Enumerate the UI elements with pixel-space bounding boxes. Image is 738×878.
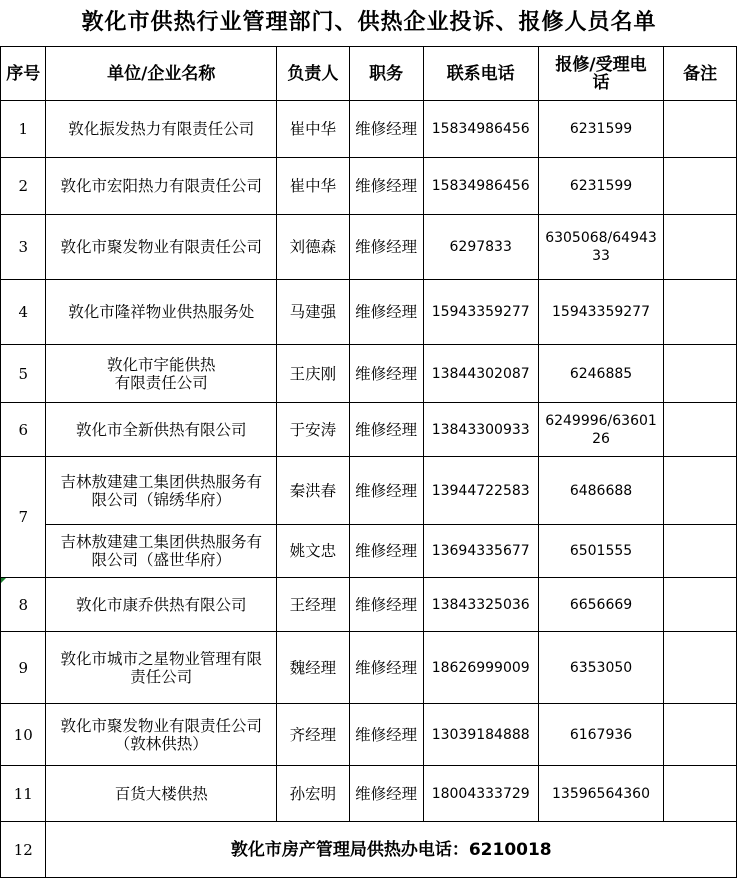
row-unit: 敦化市隆祥物业供热服务处 — [46, 280, 277, 345]
row-phone: 18626999009 — [423, 632, 538, 704]
row-index: 10 — [1, 704, 46, 766]
row-phone: 13039184888 — [423, 704, 538, 766]
row-unit: 敦化市聚发物业有限责任公司 — [46, 215, 277, 280]
row-phone: 13694335677 — [423, 525, 538, 578]
header-person: 负责人 — [276, 47, 349, 101]
row-role: 维修经理 — [349, 403, 423, 457]
row-note — [664, 215, 737, 280]
table-row — [1, 158, 737, 215]
row-index: 2 — [1, 158, 46, 215]
row-note — [664, 578, 737, 632]
row-repair-phone: 6501555 — [538, 525, 663, 578]
table-row — [1, 578, 737, 632]
row-unit: 敦化市宏阳热力有限责任公司 — [46, 158, 277, 215]
row-person: 王庆刚 — [276, 345, 349, 403]
row-repair-phone: 6167936 — [538, 704, 663, 766]
row-index: 4 — [1, 280, 46, 345]
footer-row — [1, 822, 737, 878]
table-row — [1, 632, 737, 704]
row-role: 维修经理 — [349, 704, 423, 766]
table-row — [1, 215, 737, 280]
row-repair-phone: 6231599 — [538, 158, 663, 215]
row-person: 崔中华 — [276, 101, 349, 158]
row-unit: 敦化振发热力有限责任公司 — [46, 101, 277, 158]
row-note — [664, 766, 737, 822]
row-phone: 15943359277 — [423, 280, 538, 345]
row-phone: 13844302087 — [423, 345, 538, 403]
row-repair-phone: 6305068/64943 33 — [538, 215, 663, 280]
row-index: 3 — [1, 215, 46, 280]
table-row — [1, 525, 737, 578]
row-repair-phone: 6656669 — [538, 578, 663, 632]
document-title: 敦化市供热行业管理部门、供热企业投诉、报修人员名单 — [81, 10, 657, 35]
row-repair-phone: 6353050 — [538, 632, 663, 704]
row-role: 维修经理 — [349, 457, 423, 525]
header-row — [1, 47, 737, 101]
row-role: 维修经理 — [349, 578, 423, 632]
row-note — [664, 457, 737, 525]
row-unit: 敦化市城市之星物业管理有限 责任公司 — [46, 632, 277, 704]
footer-hotline: 敦化市房产管理局供热办电话：6210018 — [46, 822, 737, 878]
header-index: 序号 — [1, 47, 46, 101]
row-note — [664, 632, 737, 704]
row-role: 维修经理 — [349, 280, 423, 345]
table-row — [1, 704, 737, 766]
row-role: 维修经理 — [349, 525, 423, 578]
row-role: 维修经理 — [349, 158, 423, 215]
row-unit: 吉林敖建建工集团供热服务有 限公司（锦绣华府） — [46, 457, 277, 525]
table-row — [1, 101, 737, 158]
row-repair-phone: 6231599 — [538, 101, 663, 158]
table-row — [1, 403, 737, 457]
header-phone: 联系电话 — [423, 47, 538, 101]
row-role: 维修经理 — [349, 345, 423, 403]
header-role: 职务 — [349, 47, 423, 101]
row-phone: 15834986456 — [423, 158, 538, 215]
row-unit: 敦化市康乔供热有限公司 — [46, 578, 277, 632]
row-repair-phone: 6486688 — [538, 457, 663, 525]
table-row — [1, 457, 737, 525]
header-note: 备注 — [664, 47, 737, 101]
row-person: 刘德森 — [276, 215, 349, 280]
header-unit: 单位/企业名称 — [46, 47, 277, 101]
row-index: 5 — [1, 345, 46, 403]
row-role: 维修经理 — [349, 632, 423, 704]
contact-table — [0, 46, 737, 878]
row-role: 维修经理 — [349, 215, 423, 280]
row-note — [664, 280, 737, 345]
row-person: 王经理 — [276, 578, 349, 632]
row-unit: 敦化市全新供热有限公司 — [46, 403, 277, 457]
table-row — [1, 766, 737, 822]
row-role: 维修经理 — [349, 766, 423, 822]
row-phone: 13843325036 — [423, 578, 538, 632]
row-index: 8 — [1, 578, 46, 632]
row-role: 维修经理 — [349, 101, 423, 158]
row-index: 9 — [1, 632, 46, 704]
row-note — [664, 158, 737, 215]
footer-index: 12 — [1, 822, 46, 878]
row-phone: 13944722583 — [423, 457, 538, 525]
row-phone: 15834986456 — [423, 101, 538, 158]
row-person: 魏经理 — [276, 632, 349, 704]
row-repair-phone: 15943359277 — [538, 280, 663, 345]
row-note — [664, 403, 737, 457]
row-repair-phone: 6246885 — [538, 345, 663, 403]
row-repair-phone: 6249996/63601 26 — [538, 403, 663, 457]
row-unit: 敦化市宇能供热 有限责任公司 — [46, 345, 277, 403]
row-note — [664, 345, 737, 403]
row-index: 7 — [1, 457, 46, 578]
row-index: 11 — [1, 766, 46, 822]
row-unit: 百货大楼供热 — [46, 766, 277, 822]
row-unit: 敦化市聚发物业有限责任公司 （敦林供热） — [46, 704, 277, 766]
row-note — [664, 704, 737, 766]
row-person: 马建强 — [276, 280, 349, 345]
row-index: 6 — [1, 403, 46, 457]
header-repair-phone: 报修/受理电 话 — [538, 47, 663, 101]
row-unit: 吉林敖建建工集团供热服务有 限公司（盛世华府） — [46, 525, 277, 578]
row-repair-phone: 13596564360 — [538, 766, 663, 822]
row-person: 秦洪春 — [276, 457, 349, 525]
row-person: 齐经理 — [276, 704, 349, 766]
table-row — [1, 280, 737, 345]
table-row — [1, 345, 737, 403]
row-phone: 6297833 — [423, 215, 538, 280]
row-note — [664, 101, 737, 158]
row-person: 崔中华 — [276, 158, 349, 215]
row-person: 于安涛 — [276, 403, 349, 457]
row-note — [664, 525, 737, 578]
row-person: 姚文忠 — [276, 525, 349, 578]
row-phone: 13843300933 — [423, 403, 538, 457]
row-phone: 18004333729 — [423, 766, 538, 822]
row-person: 孙宏明 — [276, 766, 349, 822]
row-index: 1 — [1, 101, 46, 158]
